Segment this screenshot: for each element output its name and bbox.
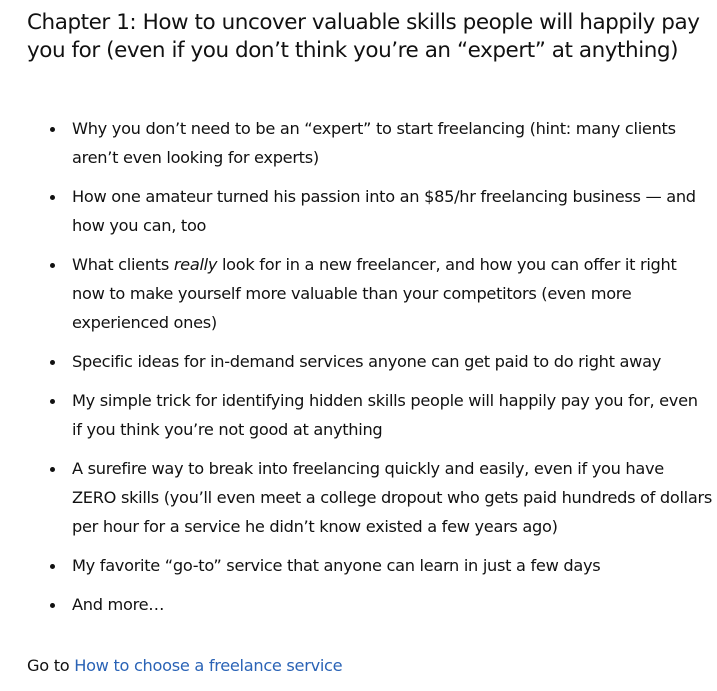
- bullet-dot-icon: [50, 564, 55, 569]
- next-chapter-prefix: Go to: [27, 656, 75, 675]
- list-item-text: My simple trick for identifying hidden skills people will happily pay you for, even if you think you’re not good at anything: [72, 391, 698, 439]
- list-item: [72, 590, 712, 619]
- list-item: [72, 250, 712, 337]
- bullet-list: [72, 114, 712, 629]
- list-item-text: A surefire way to break into freelancing quickly and easily, even if you have ZERO skills (you’ll even meet a college dropout who gets paid hundreds of dollars per hour for a service he didn’t know existed a few years ago): [72, 459, 712, 536]
- chapter-title: Chapter 1: How to uncover valuable skills people will happily pay you for (even if you don’t think you’re an “expert” at anything): [27, 10, 700, 63]
- list-item-text-start: What clients: [72, 255, 174, 274]
- bullet-dot-icon: [50, 603, 55, 608]
- bullet-dot-icon: [50, 399, 55, 404]
- list-item: [72, 454, 712, 541]
- bullet-dot-icon: [50, 263, 55, 268]
- list-item-text-end: look for in a new freelancer, and how you can offer it right now to make yourself more valuable than your competitors (even more experienced ones): [72, 255, 677, 332]
- list-item-text: My favorite “go-to” service that anyone can learn in just a few days: [72, 556, 601, 575]
- list-item-emphasis: really: [173, 255, 218, 274]
- list-item: [72, 182, 712, 240]
- list-item-text: And more…: [72, 595, 165, 614]
- bullet-dot-icon: [50, 195, 55, 200]
- next-chapter-line: [27, 651, 342, 680]
- list-item: [72, 347, 712, 376]
- bullet-dot-icon: [50, 467, 55, 472]
- next-chapter-link[interactable]: How to choose a freelance service: [74, 656, 343, 675]
- list-item-text: Why you don’t need to be an “expert” to start freelancing (hint: many clients aren’t even looking for experts): [72, 119, 676, 167]
- bullet-dot-icon: [50, 360, 55, 365]
- list-item: [72, 551, 712, 580]
- list-item-text: How one amateur turned his passion into an $85/hr freelancing business — and how you can, too: [72, 187, 696, 235]
- list-item-text: Specific ideas for in-demand services anyone can get paid to do right away: [72, 352, 661, 371]
- bullet-dot-icon: [50, 127, 55, 132]
- list-item: [72, 114, 712, 172]
- list-item: [72, 386, 712, 444]
